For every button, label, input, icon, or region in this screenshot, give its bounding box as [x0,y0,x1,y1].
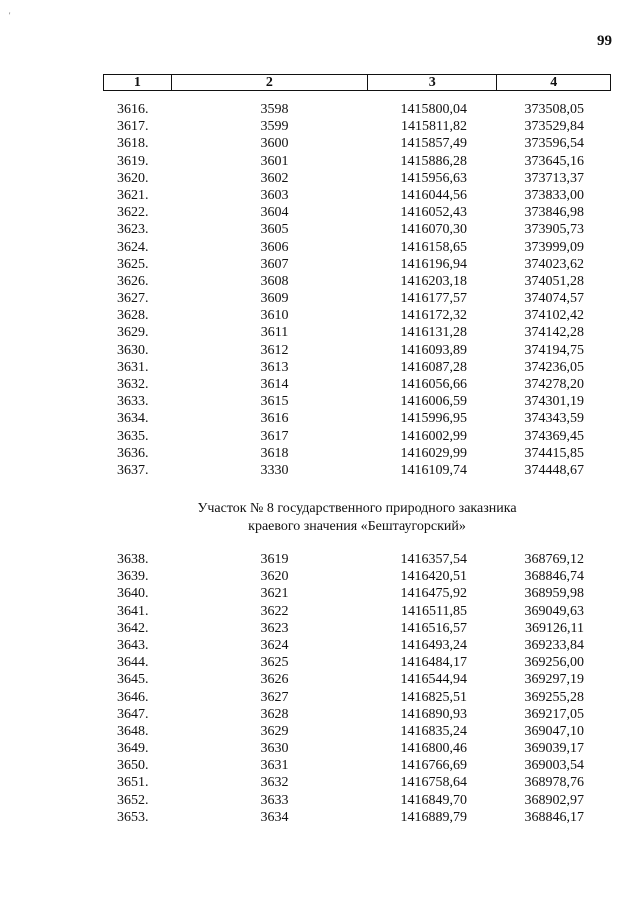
vertex-number: 3633 [260,792,289,808]
coordinate-x: 1415886,28 [400,153,467,169]
coordinate-x: 1416052,43 [400,205,467,221]
coordinate-x: 1415800,04 [400,102,467,117]
coordinate-y: 373645,16 [524,153,584,169]
coordinate-x: 1416835,24 [400,723,467,739]
vertex-number: 3613 [260,359,289,375]
coordinate-x: 1416056,66 [400,377,467,392]
point-number: 3631. [117,359,149,375]
vertex-number: 3625 [260,655,289,671]
table-row [103,706,611,723]
vertex-number: 3616 [260,411,289,427]
point-number: 3626. [117,273,149,289]
coordinate-y: 374074,57 [524,291,584,307]
section-title [103,500,611,536]
table-row [103,428,611,445]
point-number: 3623. [117,222,149,238]
coordinate-x: 1416475,92 [400,586,467,602]
table-row [103,689,611,706]
coordinate-y: 373508,05 [524,102,584,117]
vertex-number: 3631 [260,758,289,774]
coordinate-x: 1416758,64 [400,775,467,791]
table-row [103,410,611,427]
coordinate-y: 374142,28 [524,325,584,341]
coordinate-x: 1416890,93 [400,706,467,722]
vertex-number: 3599 [260,119,289,135]
vertex-number: 3608 [260,273,289,289]
coordinate-y: 374301,19 [524,394,584,410]
vertex-number: 3617 [260,428,289,444]
coordinate-y: 369255,28 [524,689,584,705]
vertex-number: 3602 [260,170,289,186]
table-row [103,273,611,290]
vertex-number: 3634 [260,809,289,825]
vertex-number: 3330 [260,462,289,478]
vertex-number: 3609 [260,291,289,307]
point-number: 3632. [117,377,149,392]
coordinate-y: 369297,19 [524,672,584,688]
point-number: 3650. [117,758,149,774]
coordinate-y: 373833,00 [524,187,584,203]
table-row [103,342,611,359]
vertex-number: 3611 [260,325,289,341]
table-row [103,170,611,187]
table-row [103,585,611,602]
coordinates-table-b [103,551,611,826]
vertex-number: 3620 [260,569,289,585]
table-row [103,393,611,410]
coordinate-x: 1416196,94 [400,256,467,272]
coordinate-y: 374023,62 [524,256,584,272]
coordinate-y: 373846,98 [524,205,584,221]
coordinate-y: 373713,37 [524,170,584,186]
coordinate-x: 1416766,69 [400,758,467,774]
table-row [103,462,611,479]
coordinate-x: 1415956,63 [400,170,467,186]
coordinate-y: 369256,00 [524,655,584,671]
table-row [103,568,611,585]
coordinate-x: 1416511,85 [401,603,467,619]
coordinate-y: 374194,75 [524,342,584,358]
coordinate-y: 369049,63 [524,603,584,619]
coordinate-y: 374236,05 [524,359,584,375]
point-number: 3621. [117,187,149,203]
table-header [103,74,611,91]
table-row [103,290,611,307]
point-number: 3645. [117,672,149,688]
vertex-number: 3630 [260,741,289,757]
coordinate-x: 1416420,51 [400,569,467,585]
coordinate-y: 368846,74 [524,569,584,585]
point-number: 3647. [117,706,149,722]
coordinate-x: 1416203,18 [400,273,467,289]
coordinate-x: 1416544,94 [400,672,467,688]
header-col-4: 4 [550,75,558,90]
vertex-number: 3622 [260,603,289,619]
coordinate-y: 374415,85 [524,445,584,461]
vertex-number: 3598 [260,102,289,117]
coordinate-y: 373596,54 [524,136,584,152]
point-number: 3639. [117,569,149,585]
vertex-number: 3632 [260,775,289,791]
point-number: 3638. [117,552,149,567]
table-row [103,723,611,740]
table-row [103,637,611,654]
vertex-number: 3628 [260,706,289,722]
coordinate-x: 1416002,99 [400,428,467,444]
point-number: 3641. [117,603,149,619]
table-row [103,654,611,671]
coordinate-y: 369039,17 [524,741,584,757]
table-row [103,620,611,637]
table-row [103,221,611,238]
coordinate-y: 368902,97 [524,792,584,808]
point-number: 3619. [117,153,149,169]
table-row [103,204,611,221]
point-number: 3618. [117,136,149,152]
table-row [103,187,611,204]
point-number: 3646. [117,689,149,705]
point-number: 3630. [117,342,149,358]
coordinate-x: 1416172,32 [400,308,467,324]
coordinate-y: 373529,84 [524,119,584,135]
scan-mark: ' [9,11,11,20]
table-row [103,809,611,826]
table-row [103,740,611,757]
vertex-number: 3623 [260,620,289,636]
coordinate-y: 369047,10 [524,723,584,739]
coordinate-x: 1416357,54 [400,552,467,567]
point-number: 3617. [117,119,149,135]
point-number: 3640. [117,586,149,602]
coordinate-y: 373999,09 [524,239,584,255]
table-row [103,671,611,688]
page-number: 99 [597,33,612,49]
table-row [103,135,611,152]
point-number: 3642. [117,620,149,636]
coordinate-x: 1415996,95 [400,411,467,427]
vertex-number: 3614 [260,377,289,392]
coordinate-y: 369126,11 [525,620,584,636]
coordinate-x: 1416029,99 [400,445,467,461]
section-title-line-1: Участок № 8 государственного природного заказника [197,501,517,516]
coordinate-y: 368769,12 [524,552,584,567]
coordinate-x: 1416825,51 [400,689,467,705]
coordinate-x: 1416484,17 [400,655,467,671]
vertex-number: 3604 [260,205,289,221]
vertex-number: 3624 [260,637,289,653]
vertex-number: 3629 [260,723,289,739]
table-row [103,445,611,462]
coordinate-y: 374051,28 [524,273,584,289]
point-number: 3629. [117,325,149,341]
point-number: 3644. [117,655,149,671]
point-number: 3625. [117,256,149,272]
coordinate-y: 369233,84 [524,637,584,653]
coordinate-x: 1415857,49 [400,136,467,152]
table-row [103,603,611,620]
table-row [103,307,611,324]
table-row [103,101,611,118]
coordinate-y: 374343,59 [524,411,584,427]
coordinates-table-a [103,101,611,479]
coordinate-y: 374278,20 [524,377,584,392]
point-number: 3633. [117,394,149,410]
coordinate-x: 1416800,46 [400,741,467,757]
table-row [103,792,611,809]
coordinate-x: 1416070,30 [400,222,467,238]
table-row [103,324,611,341]
point-number: 3624. [117,239,149,255]
coordinate-y: 368959,98 [524,586,584,602]
vertex-number: 3626 [260,672,289,688]
coordinate-x: 1416131,28 [400,325,467,341]
coordinate-y: 373905,73 [524,222,584,238]
coordinate-y: 369003,54 [524,758,584,774]
table-row [103,256,611,273]
coordinate-x: 1416849,70 [400,792,467,808]
vertex-number: 3627 [260,689,289,705]
vertex-number: 3607 [260,256,289,272]
vertex-number: 3621 [260,586,289,602]
point-number: 3636. [117,445,149,461]
coordinate-y: 368846,17 [524,809,584,825]
table-row [103,376,611,393]
point-number: 3637. [117,462,149,478]
header-col-3: 3 [368,75,497,90]
vertex-number: 3605 [260,222,289,238]
coordinate-x: 1416006,59 [400,394,467,410]
vertex-number: 3612 [260,342,289,358]
section-title-line-2: краевого значения «Бештаугорский» [248,519,466,534]
header-col-2: 2 [172,75,368,90]
coordinate-x: 1416044,56 [400,187,467,203]
coordinate-x: 1416158,65 [400,239,467,255]
vertex-number: 3610 [260,308,289,324]
coordinate-y: 374102,42 [524,308,584,324]
table-row [103,153,611,170]
point-number: 3652. [117,792,149,808]
table-row [103,118,611,135]
point-number: 3651. [117,775,149,791]
coordinate-y: 374448,67 [524,462,584,478]
coordinate-y: 368978,76 [524,775,584,791]
coordinate-y: 369217,05 [524,706,584,722]
point-number: 3653. [117,809,149,825]
point-number: 3648. [117,723,149,739]
coordinate-x: 1416516,57 [400,620,467,636]
vertex-number: 3601 [260,153,289,169]
vertex-number: 3600 [260,136,289,152]
vertex-number: 3603 [260,187,289,203]
table-row [103,774,611,791]
point-number: 3622. [117,205,149,221]
point-number: 3616. [117,102,149,117]
point-number: 3643. [117,637,149,653]
coordinate-x: 1416109,74 [400,462,467,478]
table-row [103,551,611,568]
vertex-number: 3615 [260,394,289,410]
point-number: 3649. [117,741,149,757]
point-number: 3635. [117,428,149,444]
table-row [103,757,611,774]
point-number: 3628. [117,308,149,324]
coordinate-x: 1416889,79 [400,809,467,825]
vertex-number: 3619 [260,552,289,567]
coordinate-x: 1416093,89 [400,342,467,358]
table-row [103,359,611,376]
point-number: 3620. [117,170,149,186]
vertex-number: 3606 [260,239,289,255]
vertex-number: 3618 [260,445,289,461]
coordinate-x: 1416493,24 [400,637,467,653]
coordinate-x: 1416087,28 [400,359,467,375]
header-col-1: 1 [104,75,172,90]
coordinate-x: 1416177,57 [400,291,467,307]
point-number: 3634. [117,411,149,427]
coordinate-x: 1415811,82 [401,119,467,135]
table-row [103,239,611,256]
coordinate-y: 374369,45 [524,428,584,444]
point-number: 3627. [117,291,149,307]
